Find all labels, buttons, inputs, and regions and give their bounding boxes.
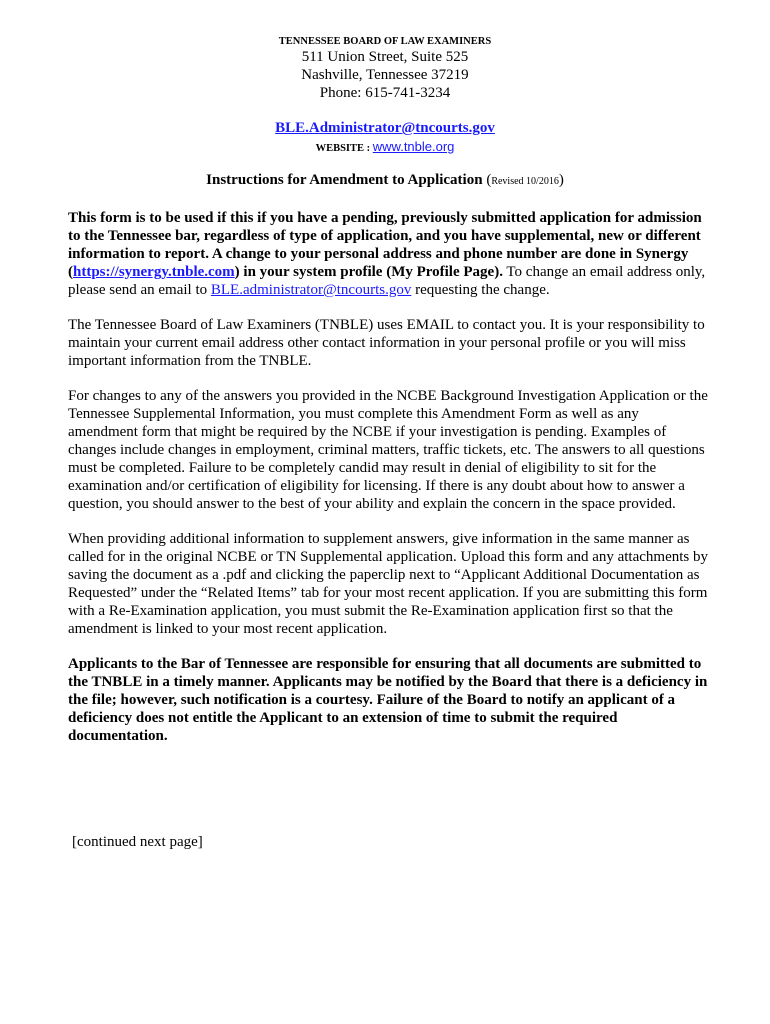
title-open-paren: ( xyxy=(486,172,492,188)
website-label: WEBSITE : xyxy=(315,143,371,154)
synergy-link[interactable]: https://synergy.tnble.com xyxy=(73,264,235,280)
header-email xyxy=(0,120,770,137)
title-main: Instructions for Amendment to Application xyxy=(206,172,483,188)
website-line xyxy=(0,139,770,154)
organization-name: TENNESSEE BOARD OF LAW EXAMINERS xyxy=(278,36,492,47)
phone-number: Phone: 615-741-3234 xyxy=(319,85,451,101)
paragraph-2: The Tennessee Board of Law Examiners (TNBLE) uses EMAIL to contact you. It is your responsibility to maintain your current email address other contact information in your personal profile or you will miss important information from the TNBLE. xyxy=(68,317,705,369)
document-title xyxy=(0,172,770,189)
paragraph-1 xyxy=(68,209,708,299)
paragraph-4: When providing additional information to supplement answers, give information in the same manner as called for in the original NCBE or TN Supplemental application. Upload this form and any attachments by saving the document as a .pdf and clicking the paperclip next to “Applicant Additional Documentation as Requested” under the “Related Items” tab for your most recent application. If you are submitting this form with a Re-Examination application, you must submit the Re-Examination application first so that the amendment is linked to your most recent application. xyxy=(68,531,708,637)
revised-date: Revised 10/2016 xyxy=(491,176,559,187)
address-line-2: Nashville, Tennessee 37219 xyxy=(301,67,469,83)
header-email-link[interactable]: BLE.Administrator@tncourts.gov xyxy=(275,120,495,136)
continued-note: [continued next page] xyxy=(72,834,203,850)
p1-normal-a: To change an email address only, please send an email to xyxy=(68,264,706,298)
p1-normal-b: requesting the change. xyxy=(411,282,550,298)
paragraph-3: For changes to any of the answers you provided in the NCBE Background Investigation Application or the Tennessee Supplemental Information, you must complete this Amendment Form as well as any amendment form that might be required by the NCBE if your investigation is pending. Examples of changes include changes in employment, criminal matters, traffic tickets, etc. The answers to all questions must be completed. Failure to be completely candid may result in denial of eligibility to sit for the examination and/or certification of eligibility for licensing. If there is any doubt about how to answer a question, you should answer to the best of your ability and explain the concern in the space provided. xyxy=(68,388,708,512)
p1-bold-a: This form is to be used if this if you have a pending, previously submitted application for admission to the Tennessee bar, regardless of type of application, and you have supplemental, new or different information to report. A change to your personal address and phone number are done in Synergy ( xyxy=(68,210,702,280)
website-link[interactable]: www.tnble.org xyxy=(372,139,455,154)
admin-email-link[interactable]: BLE.administrator@tncourts.gov xyxy=(210,282,412,298)
p1-bold-b: ) in your system profile (My Profile Page). xyxy=(234,264,503,280)
paragraph-5: Applicants to the Bar of Tennessee are responsible for ensuring that all documents are submitted to the TNBLE in a timely manner. Applicants may be notified by the Board that there is a deficiency in the file; however, such notification is a courtesy. Failure of the Board to notify an applicant of a deficiency does not entitle the Applicant to an extension of time to submit the required documentation. xyxy=(68,656,708,744)
address-line-1: 511 Union Street, Suite 525 xyxy=(301,49,469,65)
title-close-paren: ) xyxy=(558,172,564,188)
